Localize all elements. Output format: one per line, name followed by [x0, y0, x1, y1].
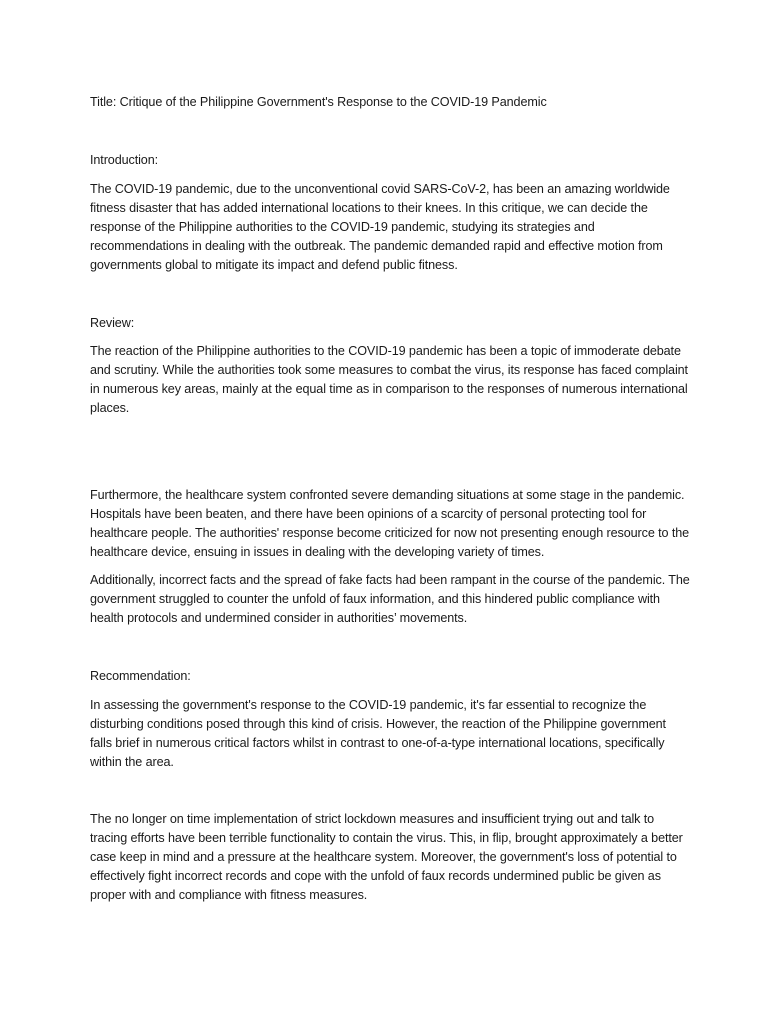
review-paragraph-1: The reaction of the Philippine authorities to the COVID-19 pandemic has been a topic of immoderate debate and scrutiny. While the authorities took some measures to combat the virus, its response has faced complaint in numerous key areas, mainly at the equal time as in comparison to the responses of numerous international places. [90, 344, 688, 415]
introduction-paragraph: The COVID-19 pandemic, due to the unconventional covid SARS-CoV-2, has been an amazing worldwide fitness disaster that has added international locations to their knees. In this critique, we can decide the response of the Philippine authorities to the COVID-19 pandemic, studying its strategies and recommendations in dealing with the outbreak. The pandemic demanded rapid and effective motion from governments global to mitigate its impact and defend public fitness. [90, 182, 670, 272]
review-paragraph-2: Furthermore, the healthcare system confronted severe demanding situations at some stage in the pandemic. Hospitals have been beaten, and there have been opinions of a scarcity of personal protecting tool for healthcare people. The authorities' response become criticized for now not presenting enough resource to the healthcare device, ensuing in issues in dealing with the developing variety of times. [90, 488, 690, 559]
introduction-heading: Introduction: [90, 153, 159, 167]
recommendation-paragraph-2: The no longer on time implementation of strict lockdown measures and insufficient trying out and talk to tracing efforts have been terrible functionality to contain the virus. This, in flip, brought approximately a better case keep in mind and a pressure at the healthcare system. Moreover, the government's loss of potential to effectively fight incorrect records and cope with the unfold of faux records undermined public be given as proper with and compliance with fitness measures. [90, 812, 683, 902]
recommendation-paragraph-1: In assessing the government's response to the COVID-19 pandemic, it's far essential to recognize the disturbing conditions posed through this kind of crisis. However, the reaction of the Philippine government falls brief in numerous critical factors whilst in contrast to one-of-a-type international locations, specifically within the area. [90, 698, 666, 769]
recommendation-heading: Recommendation: [90, 669, 191, 683]
document-title: Title: Critique of the Philippine Government's Response to the COVID-19 Pandemic [90, 95, 547, 109]
review-heading: Review: [90, 316, 135, 330]
review-paragraph-3: Additionally, incorrect facts and the spread of fake facts had been rampant in the course of the pandemic. The government struggled to counter the unfold of faux information, and this hindered public compliance with health protocols and undermined consider in authorities’ movements. [90, 573, 690, 625]
